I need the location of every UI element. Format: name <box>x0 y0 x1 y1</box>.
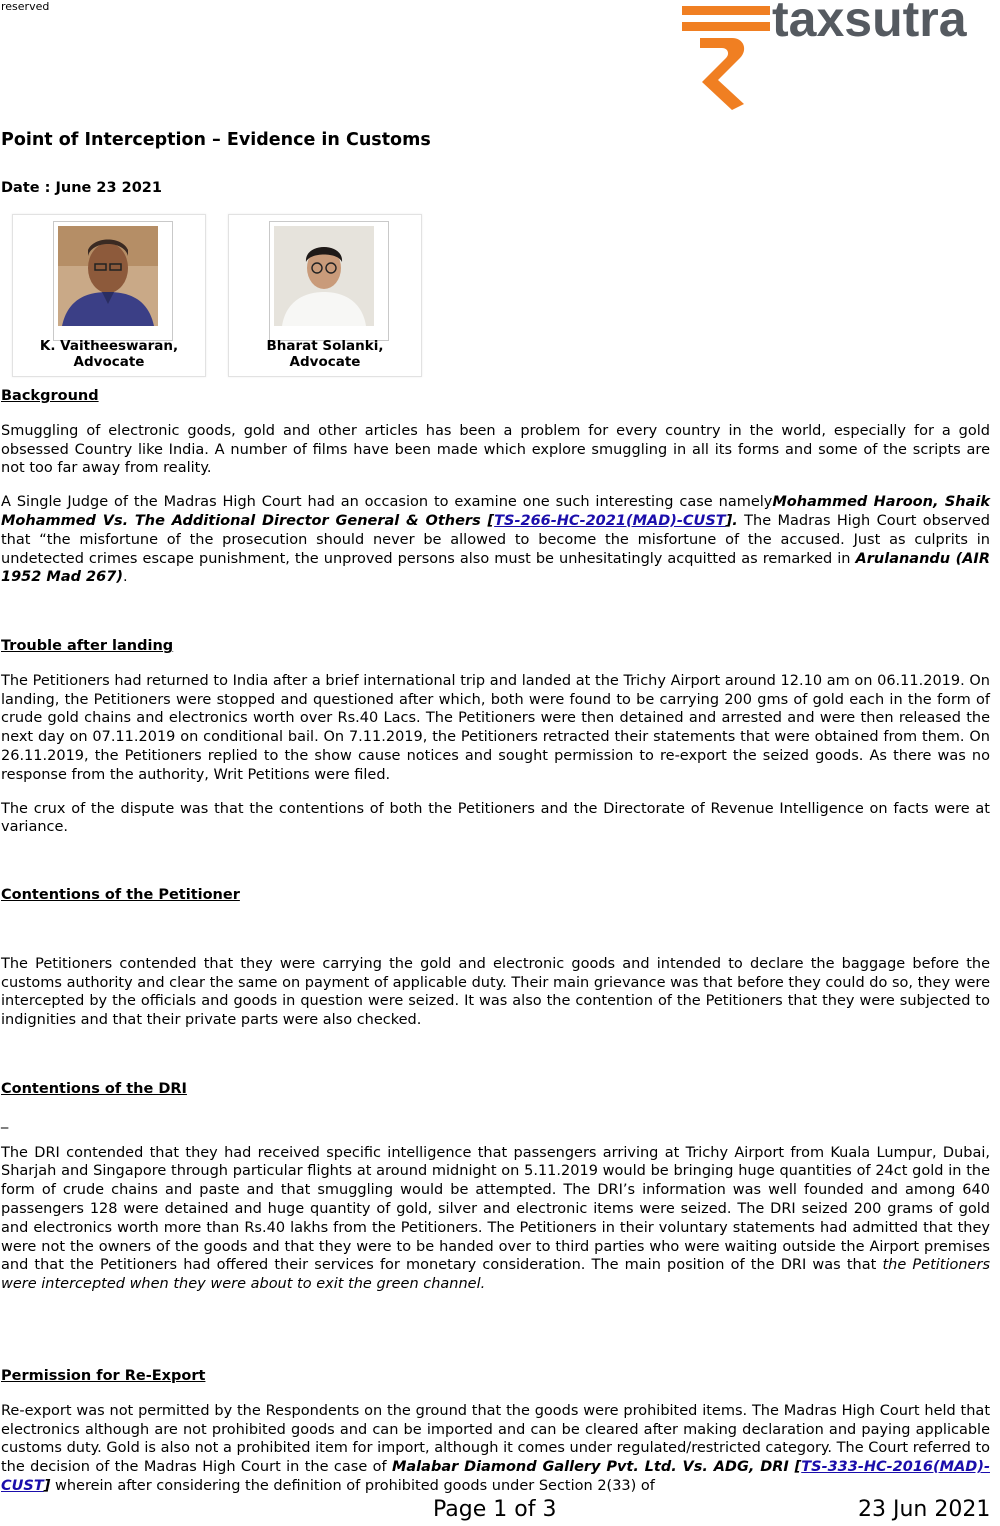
stray-mark: _ <box>1 1112 9 1129</box>
paragraph: Smuggling of electronic goods, gold and other articles has been a problem for every country in the world, especially for a gold obsessed Country like India. A number of films have been made which explore smuggling in all its forms and some of the scripts are not too far away from reality. <box>1 422 990 477</box>
paragraph: The Petitioners contended that they were carrying the gold and electronic goods and intended to declare the baggage before the customs authority and clear the same on payment of applicable duty. Their main grievance was that before they could do so, they were intercepted by the officials and goods in question were seized. It was also the contention of the Petitioners that they were subjected to indignities and that their private parts were also checked. <box>1 955 990 1029</box>
section-heading: Trouble after landing <box>1 638 174 654</box>
author-photo <box>53 221 173 341</box>
taxsutra-logo <box>682 0 972 112</box>
author-card <box>12 214 206 377</box>
section-reexport <box>1 1367 990 1496</box>
emphasis: the Petitioners were intercepted when they were about to exit the green channel. <box>1 1257 990 1293</box>
section-petitioner <box>1 886 990 1030</box>
logo-text: taxsutra <box>772 0 967 47</box>
citation-link[interactable]: TS-333-HC-2016(MAD)-CUST <box>1 1459 990 1494</box>
paragraph: A Single Judge of the Madras High Court had an occasion to examine one such interesting case namelyMohammed Haroon, Shaik Mohammed Vs. The Additional Director General & Others [TS-266-HC-2021(MAD)-CUST]. The Madras High Court observed that “the misfortune of the prosecution should never be allowed to become the misfortune of the accused. Just as culprits in undetected crimes escape punishment, the unproved persons also must be unhesitatingly acquitted as remarked in Arulanandu (AIR 1952 Mad 267). <box>1 494 990 586</box>
section-heading: Permission for Re-Export <box>1 1368 206 1384</box>
author-caption <box>13 338 205 370</box>
citation-link[interactable]: TS-266-HC-2021(MAD)-CUST <box>494 512 726 529</box>
author-role: Advocate <box>73 354 145 370</box>
article-title: Point of Interception – Evidence in Customs <box>1 130 431 150</box>
paragraph: The crux of the dispute was that the contentions of both the Petitioners and the Directorate of Revenue Intelligence on facts were at variance. <box>1 800 990 836</box>
section-heading: Contentions of the DRI <box>1 1081 187 1097</box>
paragraph: The DRI contended that they had received specific intelligence that passengers arriving at Trichy Airport from Kuala Lumpur, Dubai, Sharjah and Singapore through particular flights at around midnight on 5.11.2019 would be bringing huge quantities of 24ct gold in the form of crude chains and paste and that smuggling would be attempted. The DRI’s information was well founded and among 640 passengers 128 were detained and huge quantity of gold, silver and electronic items were seized. The DRI seized 200 grams of gold and electronics worth more than Rs.40 lakhs from the Petitioners. The Petitioners in their voluntary statements had admitted that they were not the owners of the goods and that they were to be handed over to third parties who were waiting outside the Airport premises and that the Petitioners had offered their services for monetary consideration. The main position of the DRI was that the Petitioners were intercepted when they were about to exit the green channel. <box>1 1144 990 1293</box>
person-photo-icon <box>274 226 374 326</box>
section-heading: Contentions of the Petitioner <box>1 887 240 903</box>
section-background <box>1 387 990 587</box>
section-dri <box>1 1080 990 1294</box>
rupee-logo-icon <box>682 0 972 112</box>
page-number: Page 1 of 3 <box>433 1497 557 1522</box>
section-trouble <box>1 637 990 837</box>
case-name: Mohammed Haroon, Shaik Mohammed Vs. The Additional Director General & Others [ <box>1 494 990 529</box>
case-name: Malabar Diamond Gallery Pvt. Ltd. Vs. ADG, DRI [ <box>391 1459 802 1476</box>
case-reference: Arulanandu (AIR 1952 Mad 267) <box>1 550 990 586</box>
section-heading: Background <box>1 388 99 404</box>
author-name: K. Vaitheeswaran, <box>39 338 179 354</box>
author-name: Bharat Solanki, <box>266 338 384 354</box>
paragraph: Re-export was not permitted by the Respondents on the ground that the goods were prohibited items. The Madras High Court held that electronics although are not prohibited goods and can be imported and can be cleared after making declaration and paying applicable customs duty. Gold is also not a prohibited item for import, although it comes under regulated/restricted category. The Court referred to the decision of the Madras High Court in the case of Malabar Diamond Gallery Pvt. Ltd. Vs. ADG, DRI [TS-333-HC-2016(MAD)-CUST] wherein after considering the definition of prohibited goods under Section 2(33) of <box>1 1402 990 1494</box>
author-card <box>228 214 422 377</box>
reserved-note: reserved <box>1 0 50 13</box>
footer-date: 23 Jun 2021 <box>858 1497 991 1522</box>
author-role: Advocate <box>289 354 361 370</box>
author-caption <box>229 338 421 370</box>
article-date: Date : June 23 2021 <box>1 180 162 196</box>
paragraph: The Petitioners had returned to India after a brief international trip and landed at the Trichy Airport around 12.10 am on 06.11.2019. On landing, the Petitioners were stopped and questioned after which, both were found to be carrying 200 gms of gold each in the form of crude gold chains and electronics worth over Rs.40 Lacs. The Petitioners were then detained and arrested and were then released the next day on 07.11.2019 on conditional bail. On 7.11.2019, the Petitioners retracted their statements that were obtained from them. On 26.11.2019, the Petitioners replied to the show cause notices and sought permission to re-export the seized goods. As there was no response from the authority, Writ Petitions were filed. <box>1 672 990 783</box>
author-photo <box>269 221 389 341</box>
person-photo-icon <box>58 226 158 326</box>
